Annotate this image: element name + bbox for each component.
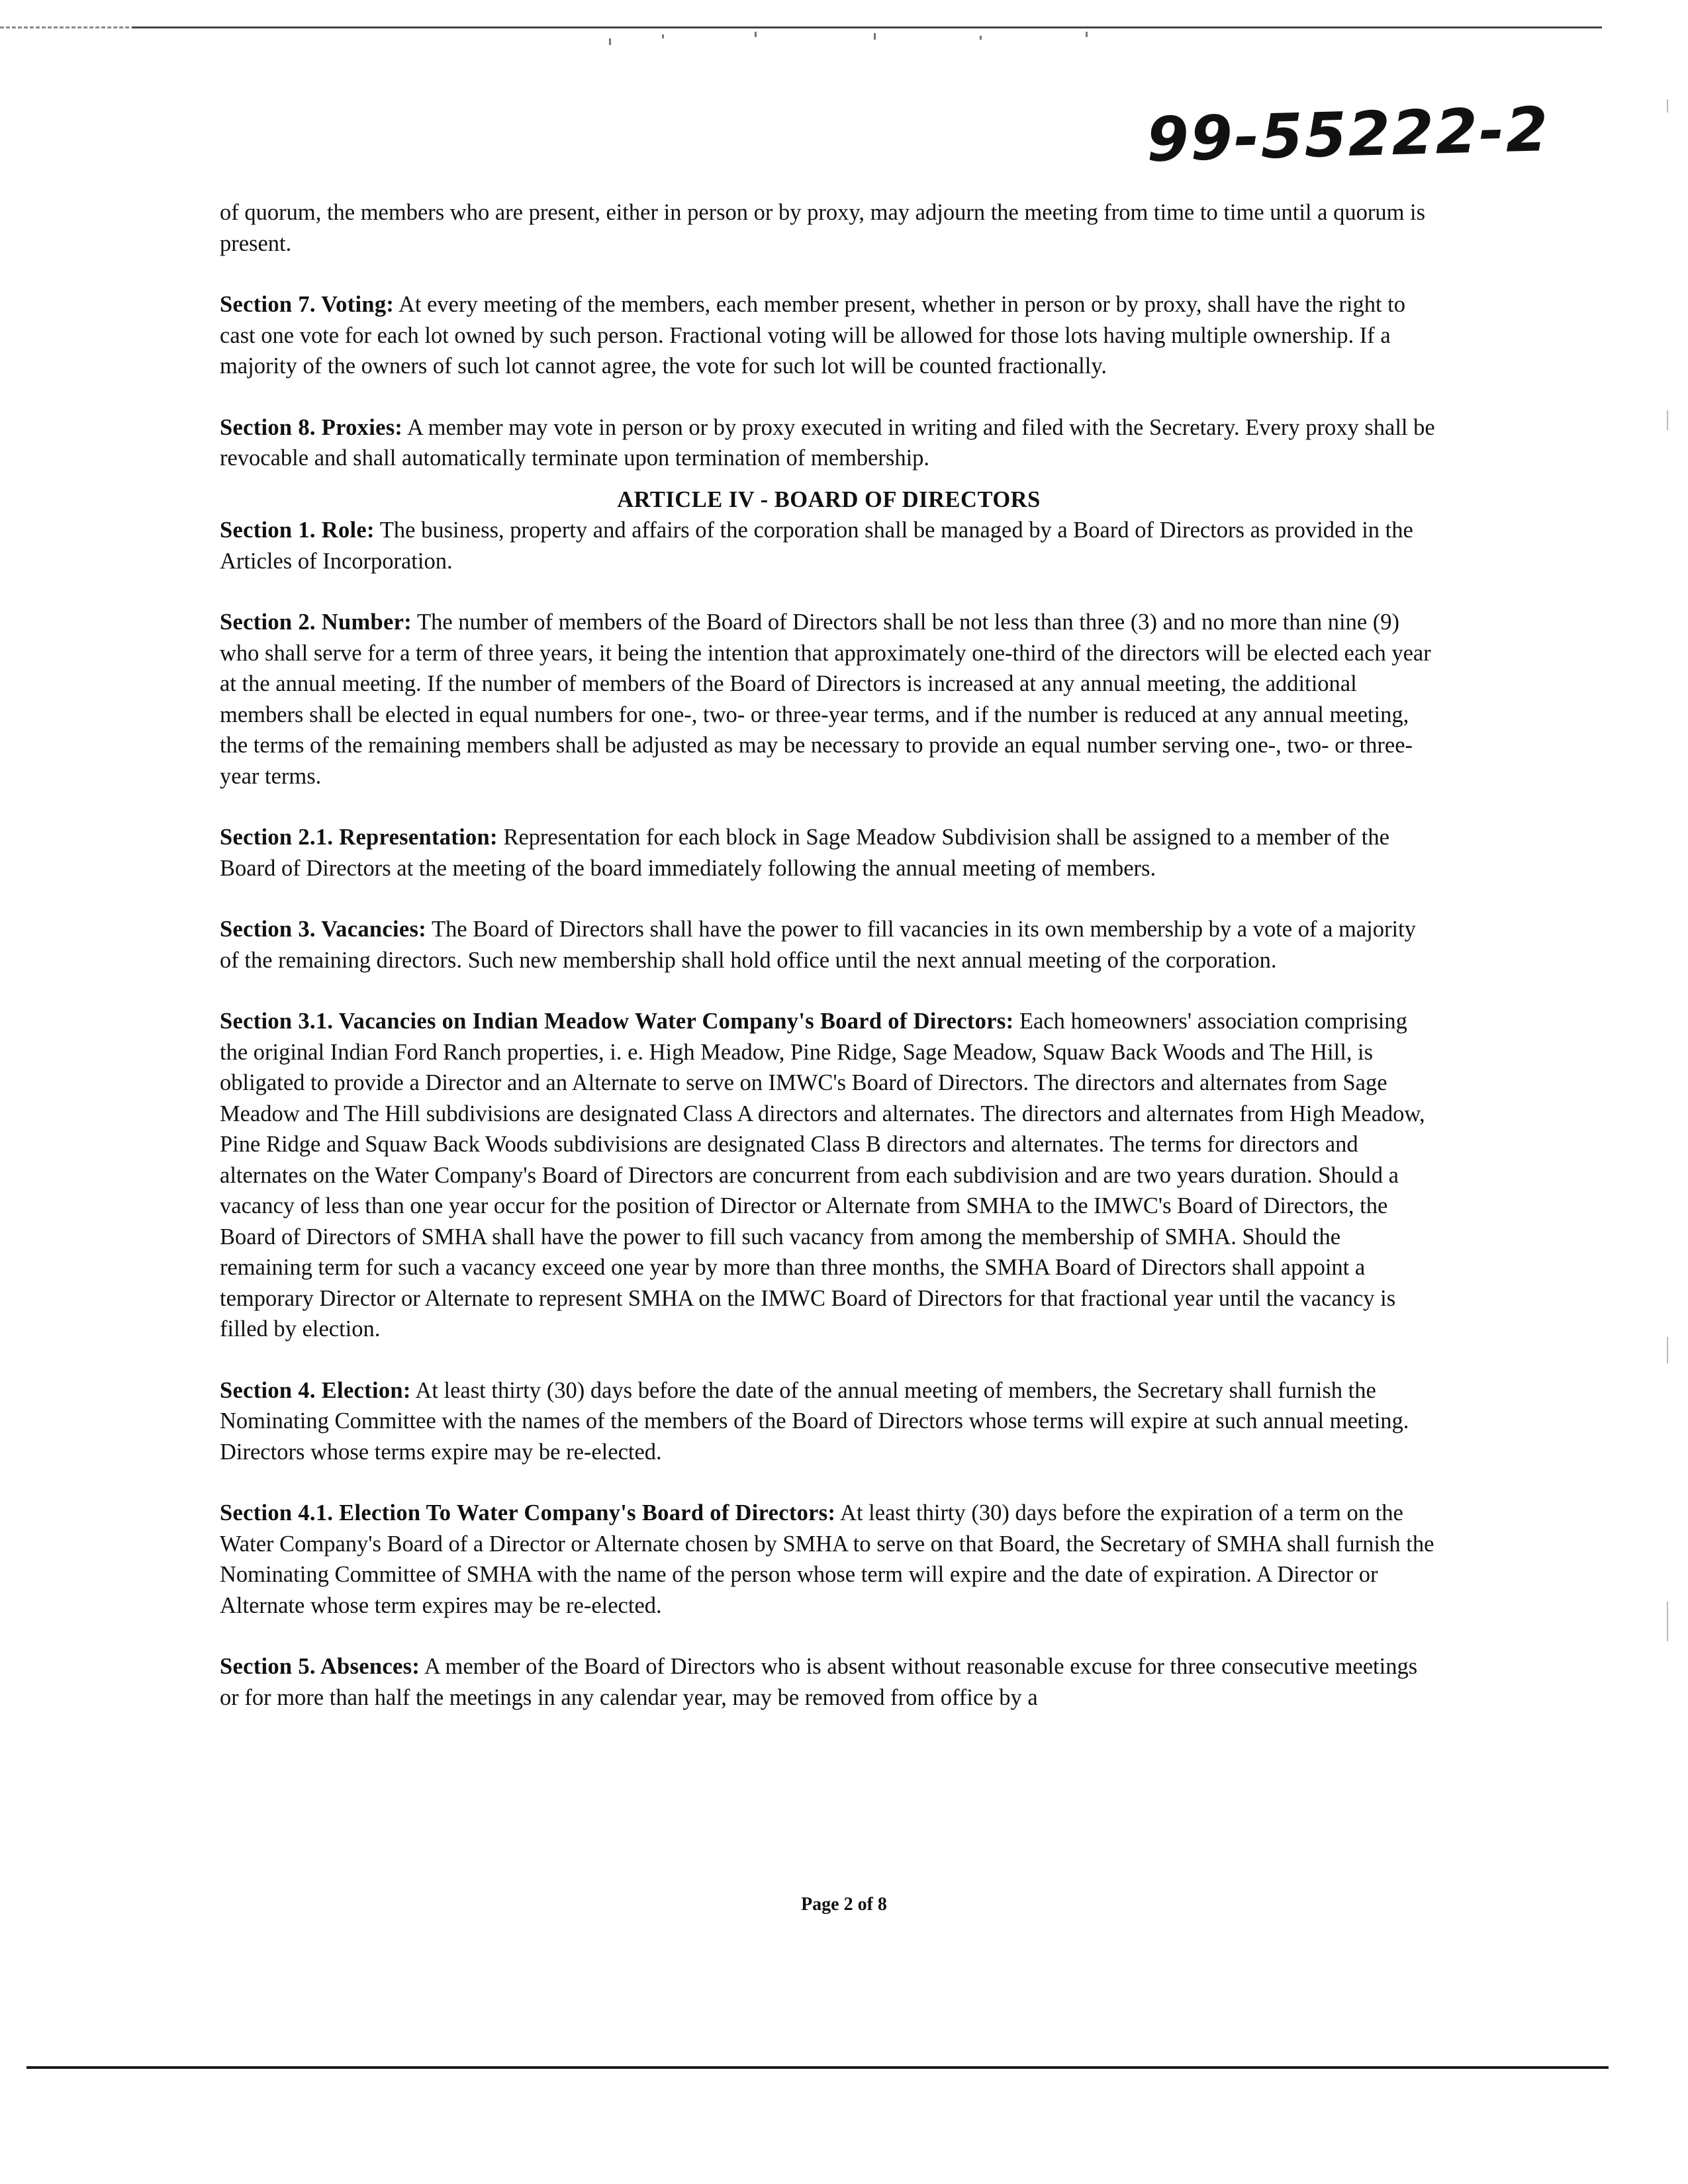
paragraph-heading: Section 7. Voting: [220,292,395,317]
article-iv-heading: ARTICLE IV - BOARD OF DIRECTORS [617,486,1041,512]
paragraph-heading: Section 3.1. Vacancies on Indian Meadow Water Company's Board of Directors: [220,1009,1014,1034]
paragraph-text: The Board of Directors shall have the power to fill vacancies in its own membership by a vote of a majority of the remaining directors. Such new membership shall hold office until the next annual meeting of the corporation. [220,917,1416,973]
paragraph-section-8-proxies [220,412,1438,474]
paragraph-text: A member may vote in person or by proxy executed in writing and filed with the Secretary. Every proxy shall be revocable and shall automatically terminate upon termination of membership. [220,414,1435,471]
paragraph-text: At every meeting of the members, each member present, whether in person or by proxy, shall have the right to cast one vote for each lot owned by such person. Fractional voting will be allowed for those lots having multiple ownership. If a majority of the owners of such lot cannot agree, the vote for such lot will be counted fractionally. [220,292,1406,379]
scan-top-rule [132,26,1602,28]
paragraph-text: Representation for each block in Sage Meadow Subdivision shall be assigned to a member of the Board of Directors at the meeting of the board immediately following the annual meeting of members. [220,825,1389,881]
paragraph-text: The business, property and affairs of the corporation shall be managed by a Board of Directors as provided in the Articles of Incorporation. [220,518,1413,574]
scan-bottom-rule [26,2066,1609,2069]
handwritten-document-number: 99-55222-2 [1145,94,1550,175]
paragraph-text: At least thirty (30) days before the expiration of a term on the Water Company's Board of a Director or Alternate chosen by SMHA to serve on that Board, the Secretary of SMHA shall furnish the Nominating Committee of SMHA with the name of the person whose term will expire and the date of expiration. A Director or Alternate whose term expires may be re-elected. [220,1500,1434,1618]
page-number: Page 2 of 8 [801,1894,887,1915]
paragraph-text: Each homeowners' association comprising the original Indian Ford Ranch properties, i. e. High Meadow, Pine Ridge, Sage Meadow, Squaw Back Woods and The Hill, is obligated to provide a Director and an Alternate to serve on IMWC's Board of Directors. The directors and alternates from Sage Meadow and The Hill subdivisions are designated Class A directors and alternates. The directors and alternates from High Meadow, Pine Ridge and Squaw Back Woods subdivisions are designated Class B directors and alternates. The terms for directors and alternates on the Water Company's Board of Directors are concurrent from each subdivision and are two years duration. Should a vacancy of less than one year occur for the position of Director or Alternate from SMHA to the IMWC's Board of Directors, the Board of Directors of SMHA shall have the power to fill such vacancy from among the membership of SMHA. Should the remaining term for such a vacancy exceed one year by more than three months, the SMHA Board of Directors shall appoint a temporary Director or Alternate to represent SMHA on the IMWC Board of Directors for that fractional year until the vacancy is filled by election. [220,1009,1425,1342]
paragraph-text: A member of the Board of Directors who is absent without reasonable excuse for three consecutive meetings or for more than half the meetings in any calendar year, may be removed from office by a [220,1654,1418,1710]
scan-side-specks [1662,79,1675,1999]
paragraph-text: of quorum, the members who are present, either in person or by proxy, may adjourn the meeting from time to time until a quorum is present. [220,200,1426,256]
paragraph-heading: Section 1. Role: [220,518,375,543]
paragraph-text: The number of members of the Board of Directors shall be not less than three (3) and no more than nine (9) who shall serve for a term of three years, it being the intention that approximately one-third of the directors will be elected each year at the annual meeting. If the number of members of the Board of Directors is increased at any annual meeting, the additional members shall be elected in equal numbers for one-, two- or three-year terms, and if the number is reduced at any annual meeting, the terms of the remaining members shall be adjusted as may be necessary to provide an equal number serving one-, two- or three-year terms. [220,610,1431,789]
paragraph-section-2-1-representation [220,822,1438,884]
paragraph-heading: Section 3. Vacancies: [220,917,426,942]
scan-specks [609,32,1139,52]
paragraph-heading: Section 2.1. Representation: [220,825,498,850]
paragraph-heading: Section 2. Number: [220,610,412,635]
paragraph-section-3-1-imwc-vacancies [220,1006,1438,1345]
paragraph-section-4-1-water-company-election [220,1498,1438,1621]
paragraph-heading: Section 5. Absences: [220,1654,420,1679]
paragraph-quorum-continuation [220,197,1438,259]
paragraph-section-5-absences [220,1651,1438,1713]
paragraph-section-1-role [220,515,1438,576]
paragraph-section-7-voting [220,289,1438,382]
paragraph-section-2-number [220,607,1438,792]
paragraph-section-3-vacancies [220,914,1438,976]
paragraph-heading: Section 8. Proxies: [220,414,403,440]
paragraph-section-4-election [220,1375,1438,1468]
paragraph-text: At least thirty (30) days before the date of the annual meeting of members, the Secretary shall furnish the Nominating Committee with the names of the members of the Board of Directors whose terms will expire at such annual meeting. Directors whose terms expire may be re-elected. [220,1377,1409,1465]
paragraph-heading: Section 4.1. Election To Water Company's Board of Directors: [220,1500,836,1525]
paragraph-heading: Section 4. Election: [220,1377,411,1403]
document-body [220,197,1438,1743]
